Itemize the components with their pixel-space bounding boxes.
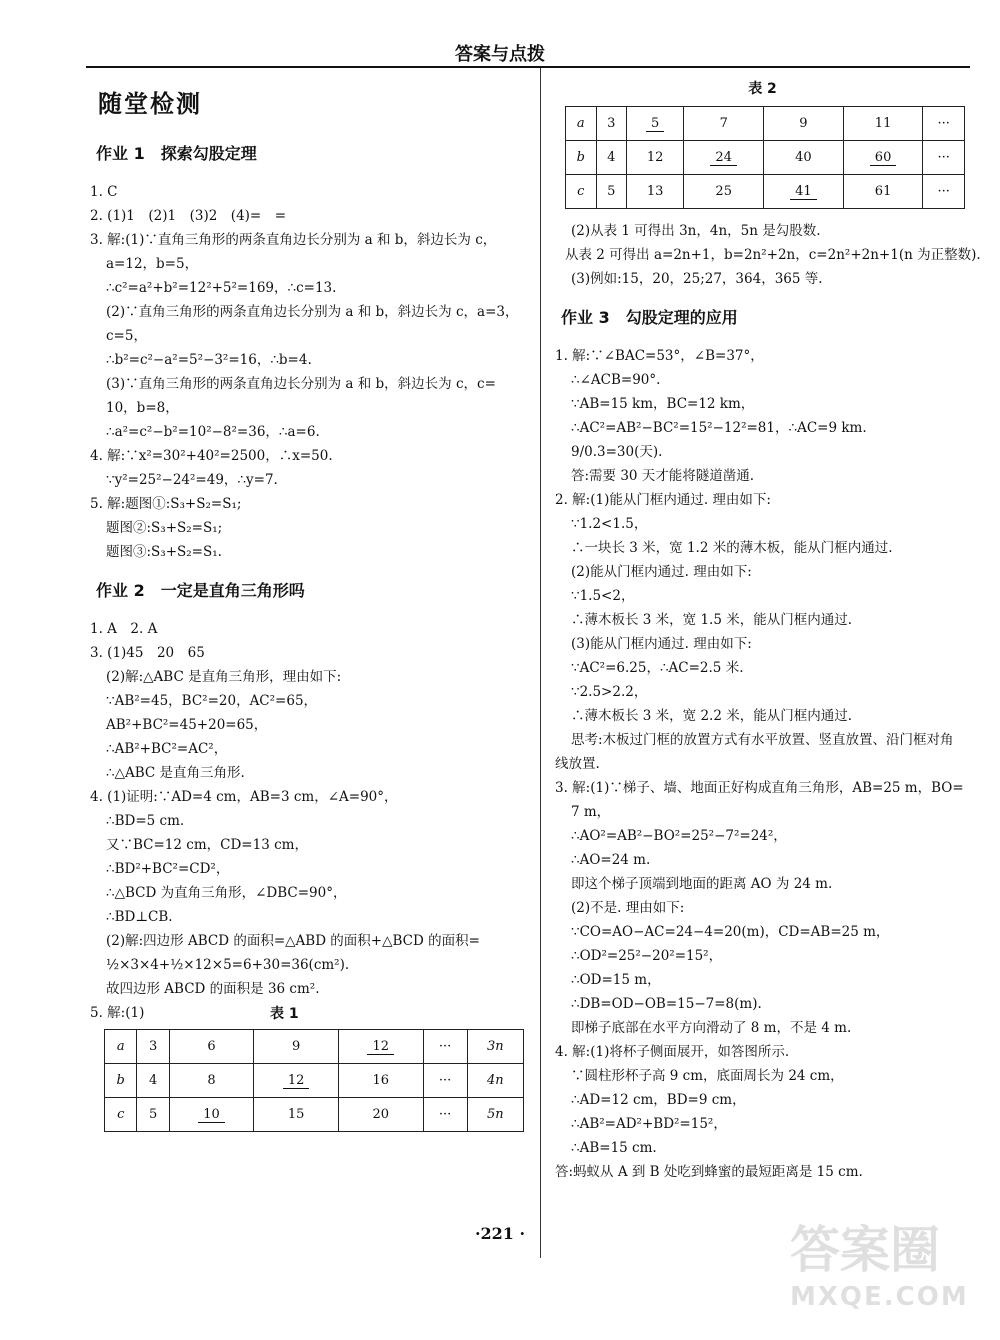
answer-line: ∴OD=15 m，: [571, 972, 661, 988]
answer-line: 4. 解:(1)将杯子侧面展开，如答图所示.: [555, 1044, 790, 1060]
cell-value: 3: [148, 1039, 158, 1054]
answer-line: (2)从表 1 可得出 3n，4n，5n 是勾股数.: [571, 223, 821, 239]
answer-line: a=12，b=5，: [106, 256, 199, 272]
table-cell: [338, 1064, 423, 1098]
header-rule: [86, 66, 970, 68]
cell-value: 60: [870, 150, 897, 166]
cell-value: 25: [715, 184, 732, 199]
hw2-title: 作业 2 一定是直角三角形吗: [96, 581, 305, 600]
table-cell: [626, 175, 683, 209]
answer-line: 即这个梯子顶端到地面的距离 AO 为 24 m.: [571, 876, 833, 892]
answer-line: 3. 解:(1)∵直角三角形的两条直角边长分别为 a 和 b，斜边长为 c，: [90, 232, 497, 248]
cell-value: 12: [646, 150, 664, 165]
answer-line: 9/0.3=30(天).: [571, 444, 663, 460]
answer-line: ∴BD=5 cm.: [106, 813, 185, 829]
answer-line: (3)例如:15，20，25;27，364，365 等.: [571, 271, 823, 287]
table-cell: [169, 1098, 254, 1132]
hw3-title: 作业 3 勾股定理的应用: [561, 308, 738, 327]
answer-line: ∴OD²=25²−20²=15²，: [571, 948, 723, 964]
answer-line: ∴一块长 3 米，宽 1.2 米的薄木板，能从门框内通过.: [571, 540, 893, 556]
hw2-body: [90, 617, 528, 1025]
cell-value: ···: [438, 1039, 452, 1054]
table-cell: [105, 1030, 137, 1064]
answer-line: ∵圆柱形杯子高 9 cm，底面周长为 24 cm，: [571, 1068, 844, 1084]
cell-value: 24: [710, 150, 737, 166]
left-column: [90, 70, 528, 1132]
table-row: [566, 141, 965, 175]
answer-line: ∴AC²=AB²−BC²=15²−12²=81，∴AC=9 km.: [571, 420, 867, 436]
table-cell: [566, 141, 597, 175]
answer-line: ∴薄木板长 3 米，宽 2.2 米，能从门框内通过.: [571, 708, 853, 724]
cell-value: 11: [874, 116, 892, 131]
answer-line: ∴AB²=AD²+BD²=15²，: [571, 1116, 727, 1132]
table2-caption: 表 2: [748, 81, 777, 97]
answer-line: 线放置.: [555, 756, 600, 772]
answer-line: ½×3×4+½×12×5=6+30=36(cm²).: [106, 957, 350, 973]
table-cell: [338, 1098, 423, 1132]
table-cell: [254, 1030, 339, 1064]
table-cell: [254, 1064, 339, 1098]
page-number: ·221 ·: [474, 1224, 526, 1243]
watermark-sub: MXQE.COM: [790, 1282, 969, 1312]
answer-line: (3)∵直角三角形的两条直角边长分别为 a 和 b，斜边长为 c，c=: [106, 376, 496, 392]
table-cell: [843, 141, 923, 175]
cell-value: ···: [937, 150, 950, 165]
answer-line: ∵CO=AO−AC=24−4=20(m)，CD=AB=25 m，: [571, 924, 890, 940]
table-row: [105, 1030, 524, 1064]
answer-line: 7 m，: [571, 804, 611, 820]
cell-value: 40: [795, 150, 812, 165]
table-cell: [626, 107, 683, 141]
cell-value: ···: [438, 1107, 452, 1122]
table-cell: [338, 1030, 423, 1064]
table-cell: [467, 1064, 523, 1098]
table-1: [104, 1029, 524, 1132]
answer-line: ∴AO=24 m.: [571, 852, 651, 868]
table-row: [105, 1098, 524, 1132]
answer-line: ∵AB²=45，BC²=20，AC²=65，: [106, 693, 318, 709]
table-cell: [137, 1064, 169, 1098]
table-cell: [423, 1098, 467, 1132]
table-cell: [105, 1064, 137, 1098]
cell-value: 41: [790, 184, 817, 200]
table-cell: [596, 107, 626, 141]
column-divider: [540, 68, 541, 1258]
table-row: [566, 175, 965, 209]
answer-line: ∵AC²=6.25，∴AC=2.5 米.: [571, 660, 744, 676]
answer-line: ∴薄木板长 3 米，宽 1.5 米，能从门框内通过.: [571, 612, 853, 628]
table-cell: [467, 1030, 523, 1064]
answer-line: AB²+BC²=45+20=65，: [106, 717, 268, 733]
answer-line: c=5，: [106, 328, 147, 344]
answer-line: ∵AB=15 km，BC=12 km，: [571, 396, 755, 412]
table-cell: [923, 175, 965, 209]
answer-line: 1. A 2. A: [90, 621, 158, 637]
cell-value: b: [576, 150, 585, 165]
hw1-title: 作业 1 探索勾股定理: [96, 144, 257, 163]
table-cell: [137, 1098, 169, 1132]
cell-value: 4n: [487, 1073, 504, 1088]
answer-line: 故四边形 ABCD 的面积是 36 cm².: [106, 981, 320, 997]
answer-line: 3. 解:(1)∵梯子、墙、地面正好构成直角三角形，AB=25 m，BO=: [555, 780, 964, 796]
hw3-body: [555, 344, 970, 1184]
table-cell: [923, 141, 965, 175]
answer-line: ∴∠ACB=90°.: [571, 372, 661, 388]
answer-line: 题图③:S₃+S₂=S₁.: [106, 544, 222, 560]
answer-line: 1. 解:∵∠BAC=53°，∠B=37°，: [555, 348, 764, 364]
answer-line: ∵1.2<1.5，: [571, 516, 648, 532]
table-cell: [169, 1064, 254, 1098]
answer-line: ∴BD²+BC²=CD²，: [106, 861, 230, 877]
answer-line: (2)不是. 理由如下:: [571, 900, 685, 916]
answer-line: ∴AO²=AB²−BO²=25²−7²=24²，: [571, 828, 787, 844]
cell-value: 12: [367, 1039, 394, 1055]
cell-value: c: [117, 1107, 125, 1122]
table-cell: [105, 1098, 137, 1132]
cell-value: 10: [198, 1107, 225, 1123]
table-cell: [423, 1064, 467, 1098]
answer-line: (2)∵直角三角形的两条直角边长分别为 a 和 b，斜边长为 c，a=3，: [106, 304, 519, 320]
cell-value: 9: [799, 116, 808, 131]
answer-line: 答:需要 30 天才能将隧道凿通.: [571, 468, 755, 484]
table-cell: [684, 107, 764, 141]
answer-line: ∵2.5>2.2，: [571, 684, 648, 700]
cell-value: 5: [646, 116, 664, 132]
cell-value: ···: [937, 184, 950, 199]
table-cell: [596, 141, 626, 175]
cell-value: 9: [292, 1039, 301, 1054]
cell-value: c: [577, 184, 585, 199]
answer-line: 10，b=8，: [106, 400, 179, 416]
answer-line: ∴AB=15 cm.: [571, 1140, 657, 1156]
answer-line: 即梯子底部在水平方向滑动了 8 m，不是 4 m.: [571, 1020, 852, 1036]
cell-value: 13: [646, 184, 664, 199]
answer-line: 5. 解:题图①:S₃+S₂=S₁;: [90, 496, 242, 512]
table-cell: [423, 1030, 467, 1064]
table-cell: [137, 1030, 169, 1064]
section-title: 随堂检测: [98, 90, 202, 118]
answer-line: ∴DB=OD−OB=15−7=8(m).: [571, 996, 762, 1012]
cell-value: 3n: [487, 1039, 504, 1054]
answer-line: 题图②:S₃+S₂=S₁;: [106, 520, 223, 536]
table-cell: [566, 107, 597, 141]
table-cell: [764, 107, 844, 141]
answer-line: ∴c²=a²+b²=12²+5²=169，∴c=13.: [106, 280, 337, 296]
answer-line: ∴△ABC 是直角三角形.: [106, 765, 245, 781]
table1-heading-row: [90, 1001, 528, 1025]
answer-line: ∴BD⊥CB.: [106, 909, 173, 925]
watermark-main: 答案圈: [790, 1221, 940, 1279]
table-cell: [843, 175, 923, 209]
cell-value: 5n: [487, 1107, 504, 1122]
table-cell: [764, 175, 844, 209]
answer-line: 答:蚂蚁从 A 到 B 处吃到蜂蜜的最短距离是 15 cm.: [555, 1164, 863, 1180]
cell-value: ···: [438, 1073, 452, 1088]
cell-value: a: [116, 1039, 125, 1054]
cell-value: 8: [207, 1073, 216, 1088]
cell-value: 12: [283, 1073, 310, 1089]
answer-line: ∴AB²+BC²=AC²，: [106, 741, 228, 757]
cell-value: b: [116, 1073, 125, 1088]
answer-line: (3)能从门框内通过. 理由如下:: [571, 636, 752, 652]
right-column: [555, 70, 981, 1184]
answer-line: ∴AD=12 cm，BD=9 cm，: [571, 1092, 746, 1108]
answer-line: 4. (1)证明:∵AD=4 cm，AB=3 cm，∠A=90°，: [90, 789, 398, 805]
answer-line: 2. 解:(1)能从门框内通过. 理由如下:: [555, 492, 771, 508]
cell-value: 3: [607, 116, 616, 131]
answer-line: 5. 解:(1): [90, 1005, 145, 1021]
table-cell: [684, 141, 764, 175]
table-cell: [684, 175, 764, 209]
cell-value: 5: [148, 1107, 158, 1122]
table-cell: [596, 175, 626, 209]
table-cell: [566, 175, 597, 209]
answer-line: 从表 2 可得出 a=2n+1，b=2n²+2n，c=2n²+2n+1(n 为正整数).: [565, 247, 981, 263]
page-header: 答案与点拨: [455, 44, 545, 65]
table-cell: [923, 107, 965, 141]
cell-value: 7: [719, 116, 728, 131]
hw1-body: [90, 180, 528, 564]
answer-line: 又∵BC=12 cm，CD=13 cm，: [106, 837, 308, 853]
cell-value: ···: [937, 116, 950, 131]
answer-line: (2)解:△ABC 是直角三角形，理由如下:: [106, 669, 342, 685]
answer-line: ∴a²=c²−b²=10²−8²=36，∴a=6.: [106, 424, 320, 440]
table1-caption: 表 1: [270, 1006, 299, 1022]
answer-line: (2)解:四边形 ABCD 的面积=△ABD 的面积+△BCD 的面积=: [106, 933, 480, 949]
cell-value: 4: [607, 150, 616, 165]
table-cell: [254, 1098, 339, 1132]
answer-line: (2)能从门框内通过. 理由如下:: [571, 564, 752, 580]
answer-line: 4. 解:∵x²=30²+40²=2500，∴x=50.: [90, 448, 333, 464]
table-notes: [555, 219, 981, 291]
answer-line: 3. (1)45 20 65: [90, 645, 205, 661]
cell-value: 5: [607, 184, 616, 199]
watermark-logo: [790, 1210, 970, 1320]
cell-value: 61: [874, 184, 892, 199]
cell-value: 6: [207, 1039, 216, 1054]
answer-line: 思考:木板过门框的放置方式有水平放置、竖直放置、沿门框对角: [571, 732, 954, 748]
table-cell: [467, 1098, 523, 1132]
cell-value: 15: [287, 1107, 305, 1122]
cell-value: 20: [372, 1107, 390, 1122]
table-cell: [169, 1030, 254, 1064]
cell-value: a: [576, 116, 585, 131]
answer-line: 1. C: [90, 184, 118, 200]
table-cell: [764, 141, 844, 175]
table-cell: [843, 107, 923, 141]
table-row: [105, 1064, 524, 1098]
table-cell: [626, 141, 683, 175]
answer-line: 2. (1)1 (2)1 (3)2 (4)= =: [90, 208, 287, 224]
table-2: [565, 106, 965, 209]
answer-line: ∴b²=c²−a²=5²−3²=16，∴b=4.: [106, 352, 312, 368]
answer-line: ∴△BCD 为直角三角形，∠DBC=90°，: [106, 885, 347, 901]
cell-value: 4: [148, 1073, 158, 1088]
answer-line: ∵1.5<2，: [571, 588, 635, 604]
answer-line: ∵y²=25²−24²=49，∴y=7.: [106, 472, 278, 488]
table-row: [566, 107, 965, 141]
cell-value: 16: [372, 1073, 390, 1088]
